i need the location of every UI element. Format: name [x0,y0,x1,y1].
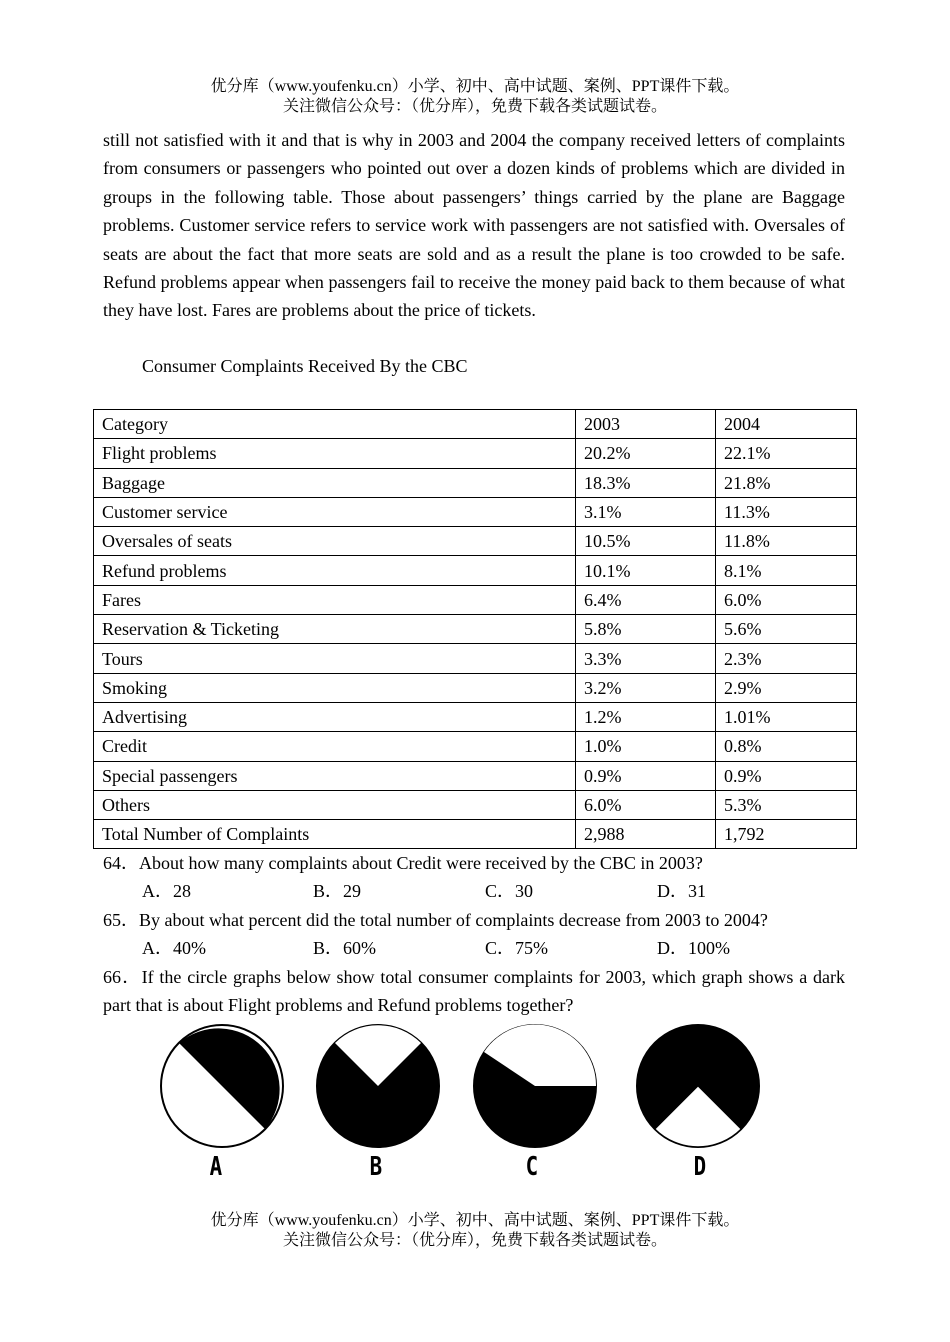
value-2004-cell: 2.9% [716,673,857,702]
table-row [94,644,857,673]
value-2004-cell: 6.0% [716,585,857,614]
value-2003-cell: 3.1% [576,497,716,526]
footer-line-2: 关注微信公众号：（优分库），免费下载各类试题试卷。 [282,1232,667,1249]
category-cell: Flight problems [94,439,576,468]
value-2003-cell: 1.0% [576,732,716,761]
table-row [94,732,857,761]
complaints-table [93,409,857,849]
pie-graph-b[interactable] [315,1024,443,1150]
pie-graph-a[interactable] [159,1024,287,1150]
value-2004-cell: 2.3% [716,644,857,673]
table-row [94,761,857,790]
pie-label-d: D [693,1152,707,1182]
value-2003-cell: 10.5% [576,527,716,556]
value-2003-cell: 6.4% [576,585,716,614]
header-cell-2004: 2004 [716,410,857,439]
table-row [94,585,857,614]
category-cell: Total Number of Complaints [94,820,576,849]
header-cell-category: Category [94,410,576,439]
table-row [94,556,857,585]
value-2004-cell: 0.8% [716,732,857,761]
pie-label-b: B [369,1152,383,1182]
header-line-1: 优分库（www.youfenku.cn）小学、初中、高中试题、案例、PPT课件下载。 [210,78,740,95]
category-cell: Advertising [94,702,576,731]
value-2003-cell: 1.2% [576,702,716,731]
table-row [94,615,857,644]
value-2004-cell: 5.6% [716,615,857,644]
pie-graph-d[interactable] [635,1024,763,1150]
question-65: 65．By about what percent did the total number of complaints decrease from 2003 to 2004? [103,910,768,930]
table-header-row [94,410,857,439]
value-2004-cell: 0.9% [716,761,857,790]
category-cell: Customer service [94,497,576,526]
table-row [94,527,857,556]
table-row-total [94,820,857,849]
table-caption: Consumer Complaints Received By the CBC [142,356,468,376]
q64-option-a[interactable]: A．28 [142,881,191,901]
table-row [94,702,857,731]
value-2004-cell: 1.01% [716,702,857,731]
category-cell: Oversales of seats [94,527,576,556]
value-2003-cell: 20.2% [576,439,716,468]
header-cell-2003: 2003 [576,410,716,439]
value-2004-cell: 5.3% [716,790,857,819]
value-2003-cell: 5.8% [576,615,716,644]
q64-option-b[interactable]: B．29 [313,881,362,901]
q65-option-b[interactable]: B．60% [313,938,376,958]
question-64: 64．About how many complaints about Credit were received by the CBC in 2003? [103,853,703,873]
value-2003-cell: 3.2% [576,673,716,702]
category-cell: Reservation & Ticketing [94,615,576,644]
reading-passage: still not satisfied with it and that is why in 2003 and 2004 the company received letters of complaints from consumers or passengers who pointed out over a dozen kinds of problems which are divided in groups in the following table. Those about passengers’ things carried by the plane are Baggage problems. Customer service refers to service work with passengers are not satisfied with. Oversales of seats are about the fact that more seats are sold and as a result the plane is too crowded to be safe. Refund problems appear when passengers fail to receive the money paid back to them because of what they have lost. Fares are problems about the price of tickets. [103,130,845,321]
question-66: 66．If the circle graphs below show total consumer complaints for 2003, which graph shows a dark part that is about Flight problems and Refund problems together? [103,967,845,1016]
value-2003-cell: 6.0% [576,790,716,819]
q64-option-c[interactable]: C．30 [485,881,534,901]
value-2003-cell: 2,988 [576,820,716,849]
pie-graph-c[interactable] [472,1024,600,1150]
value-2003-cell: 3.3% [576,644,716,673]
page-header [0,77,950,117]
table-row [94,468,857,497]
header-line-2: 关注微信公众号：（优分库），免费下载各类试题试卷。 [282,98,667,115]
pie-label-c: C [525,1152,539,1182]
value-2003-cell: 18.3% [576,468,716,497]
value-2004-cell: 1,792 [716,820,857,849]
table-row [94,790,857,819]
q65-option-d[interactable]: D．100% [657,938,730,958]
table-row [94,497,857,526]
q65-option-a[interactable]: A．40% [142,938,206,958]
value-2004-cell: 21.8% [716,468,857,497]
page-footer [0,1211,950,1251]
footer-line-1: 优分库（www.youfenku.cn）小学、初中、高中试题、案例、PPT课件下载。 [210,1212,740,1229]
category-cell: Credit [94,732,576,761]
value-2004-cell: 11.3% [716,497,857,526]
value-2004-cell: 8.1% [716,556,857,585]
value-2003-cell: 0.9% [576,761,716,790]
category-cell: Others [94,790,576,819]
table-row [94,673,857,702]
category-cell: Tours [94,644,576,673]
pie-label-a: A [209,1152,223,1182]
value-2003-cell: 10.1% [576,556,716,585]
table-row [94,439,857,468]
value-2004-cell: 11.8% [716,527,857,556]
q65-option-c[interactable]: C．75% [485,938,548,958]
q64-option-d[interactable]: D．31 [657,881,706,901]
category-cell: Fares [94,585,576,614]
category-cell: Baggage [94,468,576,497]
value-2004-cell: 22.1% [716,439,857,468]
category-cell: Smoking [94,673,576,702]
category-cell: Special passengers [94,761,576,790]
category-cell: Refund problems [94,556,576,585]
